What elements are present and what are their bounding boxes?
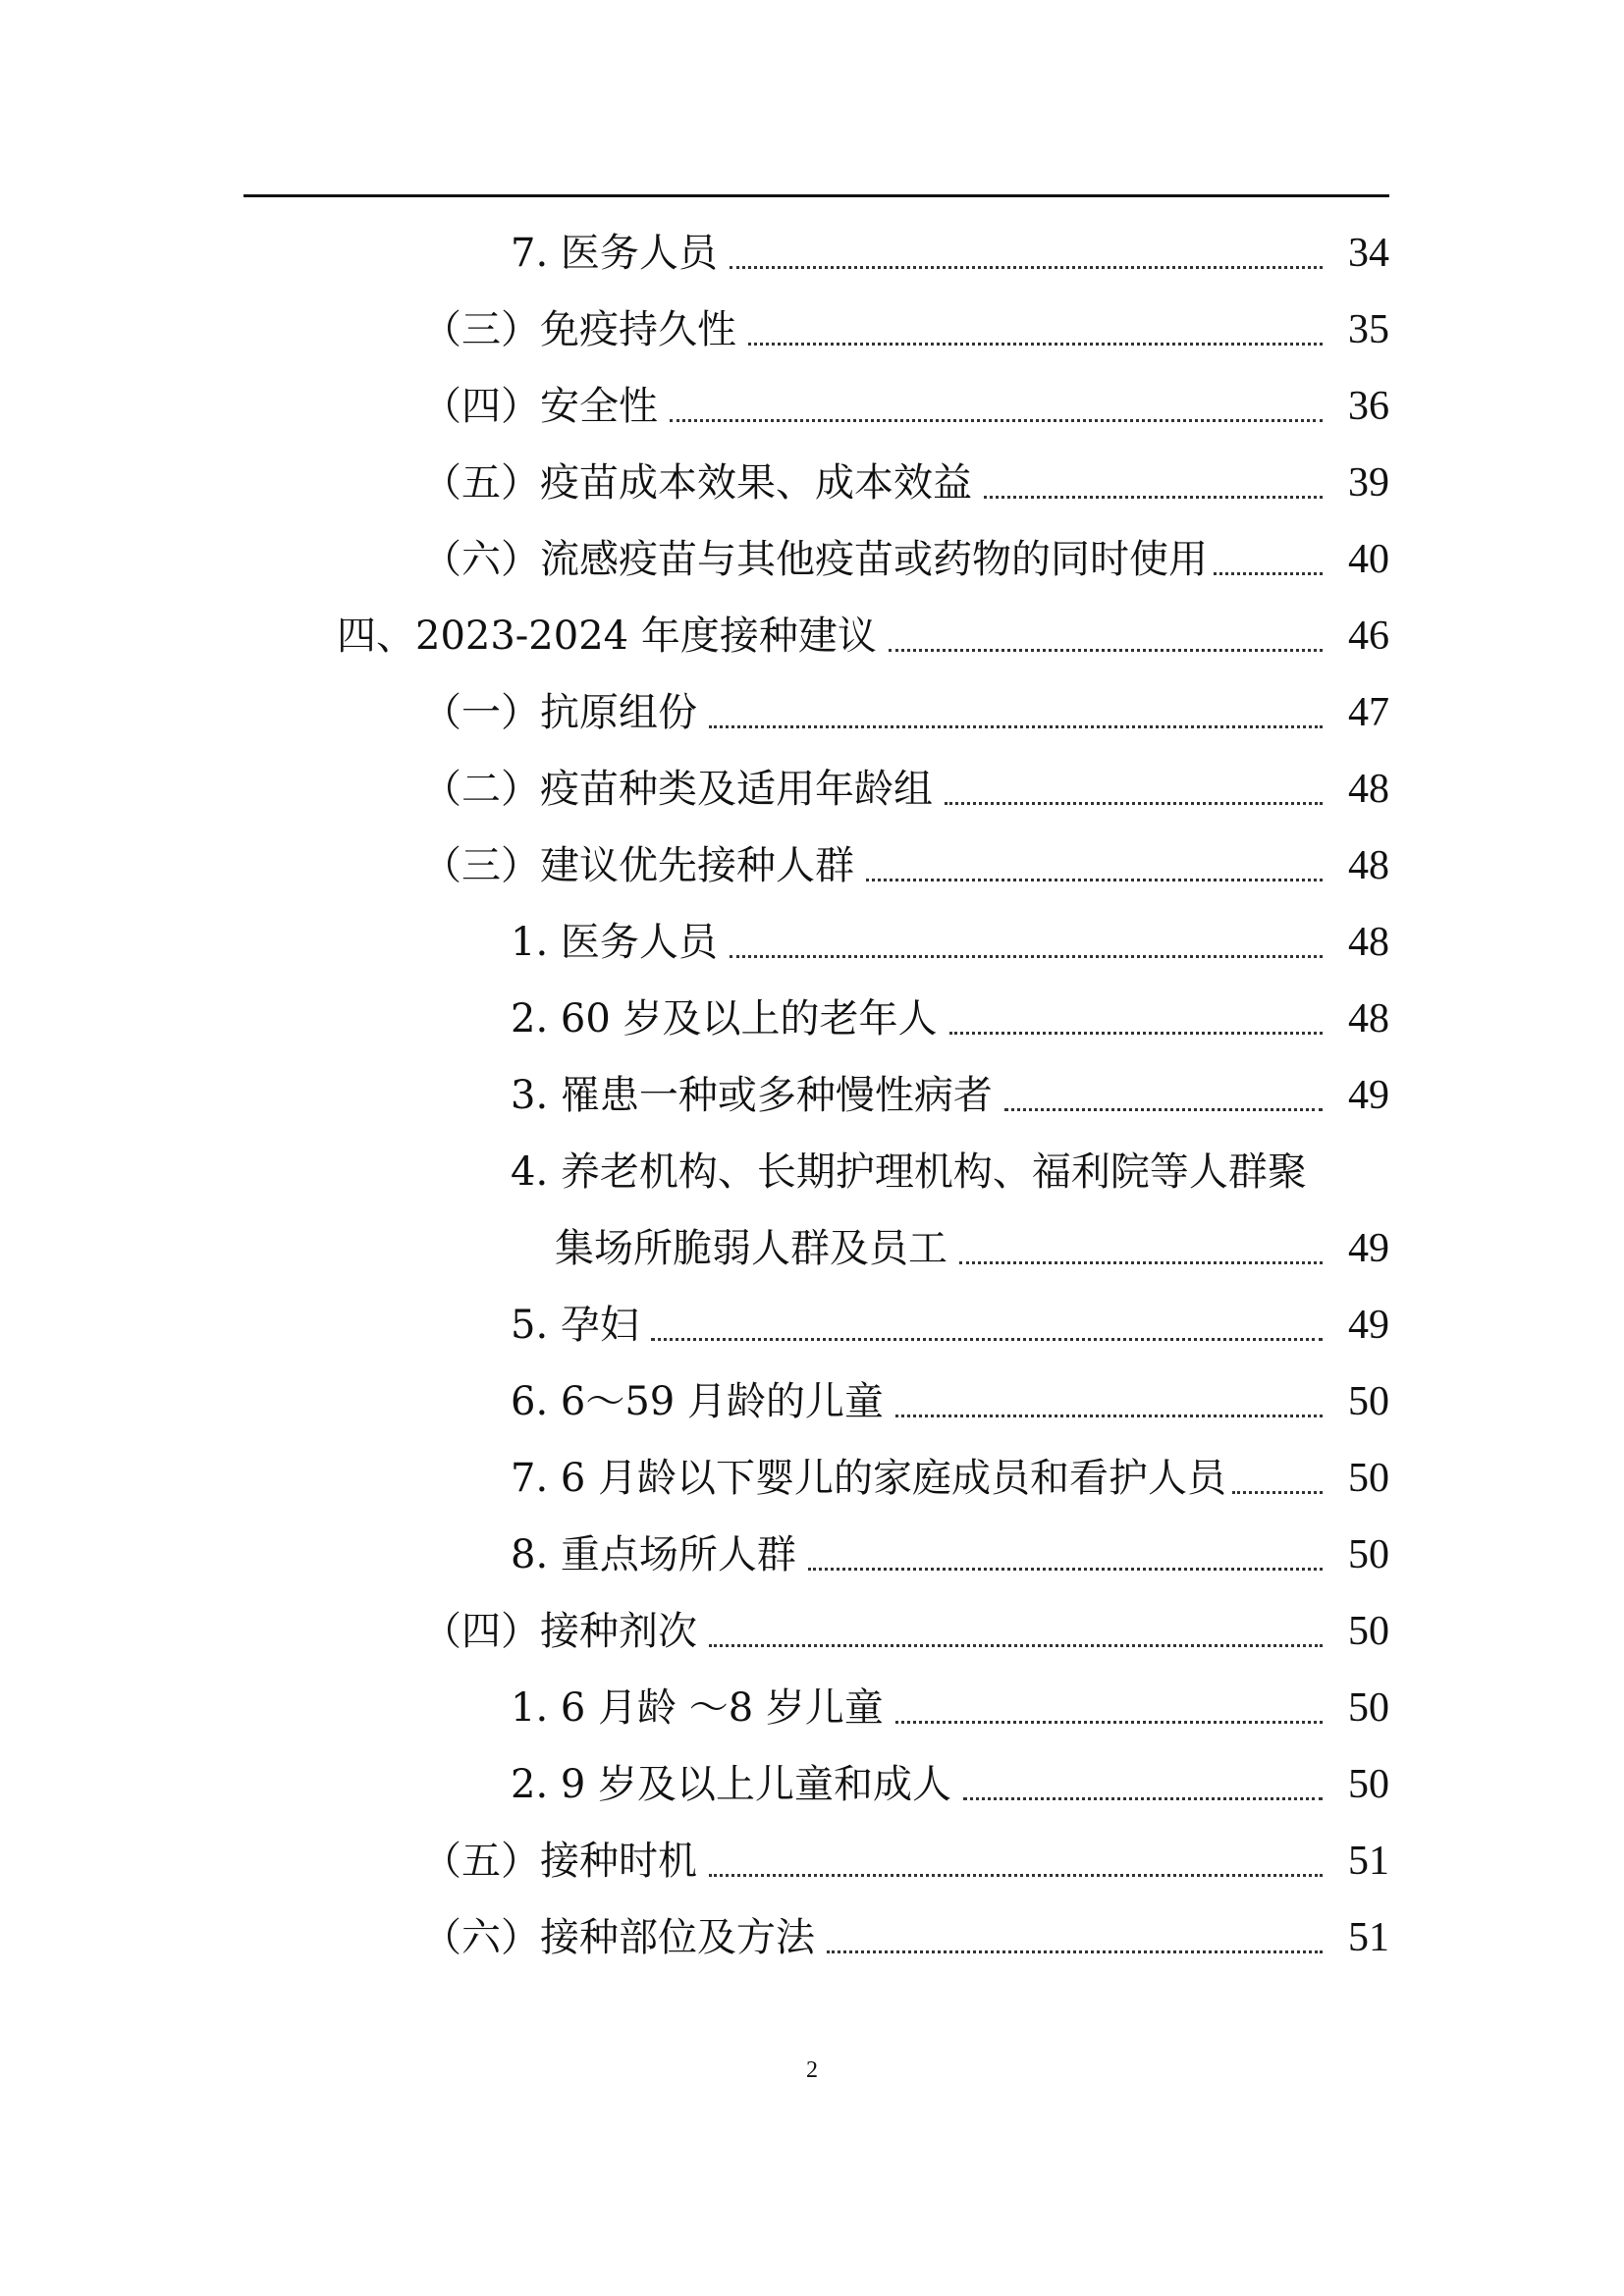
toc-entry-page: 50 xyxy=(1348,1762,1389,1807)
toc-entry[interactable] xyxy=(0,1286,1389,1351)
toc-entry[interactable] xyxy=(0,1669,1389,1734)
toc-entry-label: 四、2023-2024 年度接种建议 xyxy=(337,614,877,659)
toc-entry[interactable] xyxy=(0,980,1389,1044)
toc-entry-page: 50 xyxy=(1348,1379,1389,1424)
toc-entry-page: 39 xyxy=(1348,460,1389,506)
toc-entry-label: （三）建议优先接种人群 xyxy=(422,843,854,888)
toc-entry-page: 50 xyxy=(1348,1456,1389,1501)
dot-leader xyxy=(709,725,1323,728)
toc-entry-label: （二）疫苗种类及适用年龄组 xyxy=(422,767,933,812)
toc-entry-page: 50 xyxy=(1348,1609,1389,1654)
dot-leader xyxy=(827,1950,1323,1953)
dot-leader xyxy=(945,802,1323,805)
dot-leader xyxy=(748,343,1323,346)
dot-leader xyxy=(984,496,1323,499)
toc-entry-label: 集场所脆弱人群及员工 xyxy=(555,1226,947,1271)
toc-entry[interactable] xyxy=(0,750,1389,815)
dot-leader xyxy=(1232,1491,1323,1494)
dot-leader xyxy=(808,1568,1323,1571)
toc-entry-label: （六）接种部位及方法 xyxy=(422,1915,815,1960)
toc-entry[interactable] xyxy=(0,597,1389,662)
toc-entry-page: 34 xyxy=(1348,231,1389,276)
toc-entry-label: 3. 罹患一种或多种慢性病者 xyxy=(511,1073,993,1118)
toc-entry-page: 40 xyxy=(1348,537,1389,582)
toc-entry[interactable] xyxy=(0,1516,1389,1580)
dot-leader xyxy=(895,1721,1323,1724)
toc-entry-page: 48 xyxy=(1348,920,1389,965)
toc-entry-label: （四）安全性 xyxy=(422,384,658,429)
header-rule xyxy=(244,194,1389,197)
toc-entry-page: 51 xyxy=(1348,1839,1389,1884)
page-number: 2 xyxy=(806,2057,818,2083)
toc-entry-page: 48 xyxy=(1348,843,1389,888)
toc-entry[interactable] xyxy=(0,367,1389,432)
toc-entry-label: 8. 重点场所人群 xyxy=(511,1532,796,1577)
dot-leader xyxy=(1004,1108,1323,1111)
toc-entry-page: 49 xyxy=(1348,1226,1389,1271)
dot-leader xyxy=(651,1338,1323,1341)
toc-entry-page: 50 xyxy=(1348,1685,1389,1731)
dot-leader xyxy=(709,1644,1323,1647)
toc-entry-label: 7. 医务人员 xyxy=(511,231,718,276)
toc-entry-label: 1. 6 月龄 ～8 岁儿童 xyxy=(511,1685,884,1731)
toc-entry-label: 5. 孕妇 xyxy=(511,1303,639,1348)
dot-leader xyxy=(959,1261,1323,1264)
toc-entry-label: （五）接种时机 xyxy=(422,1839,697,1884)
dot-leader xyxy=(949,1032,1324,1035)
toc-entry-label: （三）免疫持久性 xyxy=(422,307,736,352)
dot-leader xyxy=(895,1415,1323,1417)
toc-entry-page: 36 xyxy=(1348,384,1389,429)
toc-entry[interactable] xyxy=(0,444,1389,508)
toc-entry-label: 6. 6～59 月龄的儿童 xyxy=(511,1379,884,1424)
toc-entry-label: （一）抗原组份 xyxy=(422,690,697,735)
toc-entry-wrapped-first-line[interactable] xyxy=(511,1133,1307,1198)
toc-entry[interactable] xyxy=(0,1362,1389,1427)
dot-leader xyxy=(730,266,1323,269)
dot-leader xyxy=(866,879,1323,881)
toc-entry[interactable] xyxy=(0,1209,1389,1274)
toc-entry-label: 1. 医务人员 xyxy=(511,920,718,965)
toc-entry-page: 50 xyxy=(1348,1532,1389,1577)
toc-entry[interactable] xyxy=(0,1439,1389,1504)
toc-entry[interactable] xyxy=(0,1745,1389,1810)
toc-entry-page: 46 xyxy=(1348,614,1389,659)
toc-entry[interactable] xyxy=(0,1898,1389,1963)
toc-entry[interactable] xyxy=(0,903,1389,968)
toc-entry-label: （四）接种剂次 xyxy=(422,1609,697,1654)
toc-entry[interactable] xyxy=(0,1822,1389,1887)
dot-leader xyxy=(730,955,1323,958)
toc-entry[interactable] xyxy=(0,827,1389,891)
toc-entry[interactable] xyxy=(0,1592,1389,1657)
toc-entry-page: 47 xyxy=(1348,690,1389,735)
toc-entry-page: 49 xyxy=(1348,1303,1389,1348)
toc-entry[interactable] xyxy=(0,214,1389,279)
toc-entry-label: （五）疫苗成本效果、成本效益 xyxy=(422,460,972,506)
toc-entry-label: （六）流感疫苗与其他疫苗或药物的同时使用 xyxy=(422,537,1208,582)
dot-leader xyxy=(889,649,1323,652)
dot-leader xyxy=(963,1797,1323,1800)
toc-entry[interactable] xyxy=(0,291,1389,355)
toc-entry-page: 49 xyxy=(1348,1073,1389,1118)
toc-entry-page: 48 xyxy=(1348,996,1389,1041)
dot-leader xyxy=(670,419,1323,422)
toc-entry-label: 2. 9 岁及以上儿童和成人 xyxy=(511,1762,952,1807)
toc-entry-page: 51 xyxy=(1348,1915,1389,1960)
toc-entry-label: 4. 养老机构、长期护理机构、福利院等人群聚 xyxy=(511,1149,1307,1195)
toc-entry-label: 2. 60 岁及以上的老年人 xyxy=(511,996,938,1041)
toc-entry-page: 35 xyxy=(1348,307,1389,352)
toc-entry-page: 48 xyxy=(1348,767,1389,812)
dot-leader xyxy=(1214,572,1323,575)
toc-entry[interactable] xyxy=(0,520,1389,585)
dot-leader xyxy=(709,1874,1323,1877)
toc-entry-label: 7. 6 月龄以下婴儿的家庭成员和看护人员 xyxy=(511,1456,1227,1501)
toc-entry[interactable] xyxy=(0,673,1389,738)
toc-entry[interactable] xyxy=(0,1056,1389,1121)
